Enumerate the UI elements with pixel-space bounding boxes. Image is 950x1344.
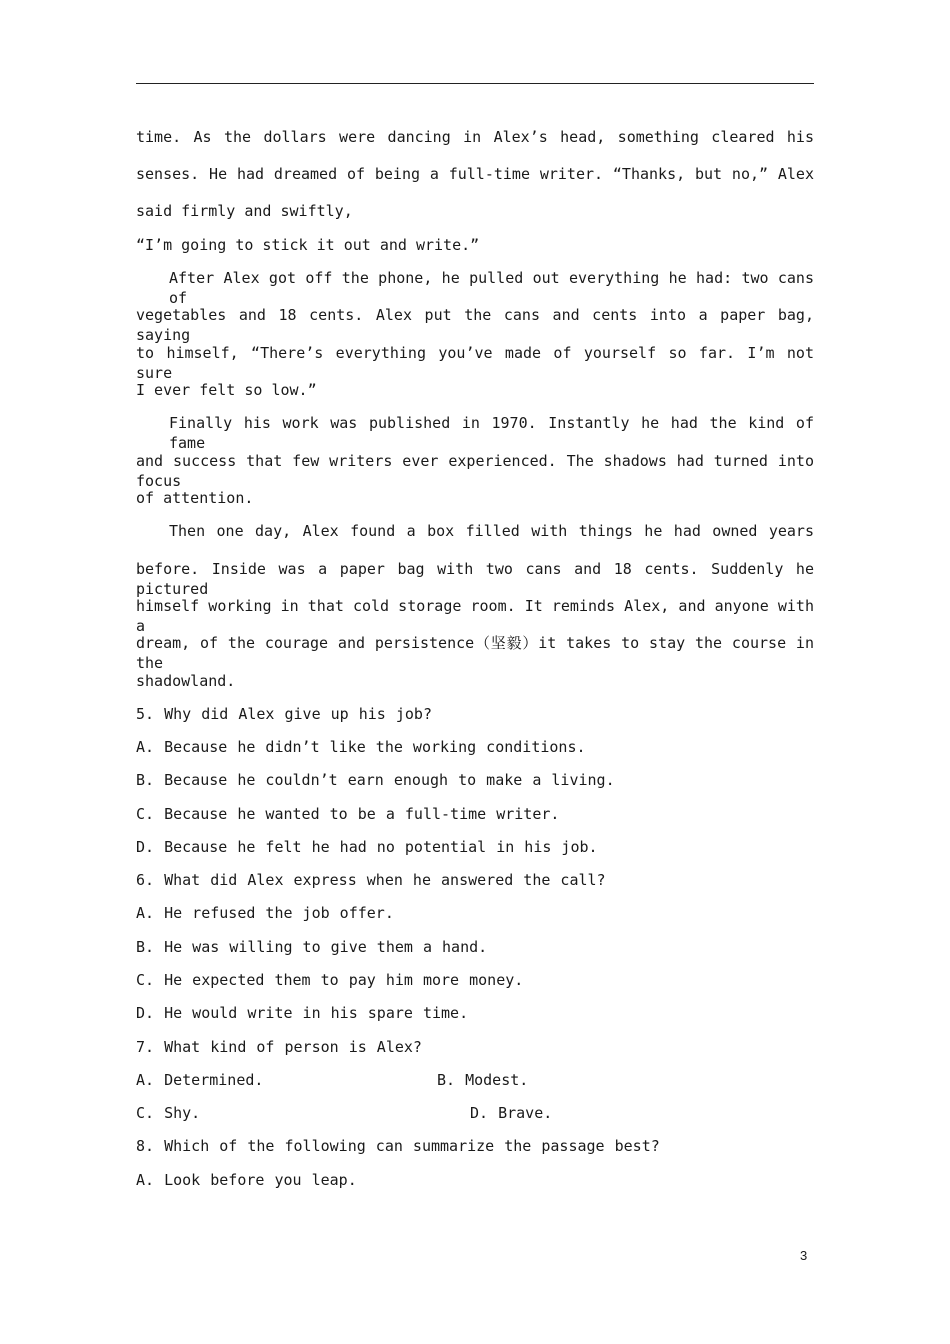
page-number: 3 [800,1248,808,1263]
passage-line: Then one day, Alex found a box filled with things he had owned years [169,522,814,540]
answer-option: C. Shy. [136,1104,201,1122]
passage-line: said firmly and swiftly, [136,202,353,220]
passage-line: to himself, “There’s everything you’ve made of yourself so far. I’m not sure [136,344,814,382]
passage-line: Finally his work was published in 1970. Instantly he had the kind of fame [169,414,814,452]
question-stem: 5. Why did Alex give up his job? [136,705,432,723]
answer-option: B. Modest. [437,1071,529,1089]
answer-option: B. He was willing to give them a hand. [136,938,488,956]
question-stem: 6. What did Alex express when he answered the call? [136,871,606,889]
passage-line: vegetables and 18 cents. Alex put the cans and cents into a paper bag, saying [136,306,814,344]
answer-option: A. He refused the job offer. [136,904,394,922]
passage-line: After Alex got off the phone, he pulled out everything he had: two cans of [169,269,814,307]
answer-option: A. Because he didn’t like the working conditions. [136,738,586,756]
passage-line: himself working in that cold storage room. It reminds Alex, and anyone with a [136,597,814,635]
passage-line: before. Inside was a paper bag with two cans and 18 cents. Suddenly he pictured [136,560,814,598]
answer-option: D. Brave. [470,1104,553,1122]
answer-option: D. He would write in his spare time. [136,1004,469,1022]
passage-line: “I’m going to stick it out and write.” [136,236,480,254]
passage-line: shadowland. [136,672,236,690]
answer-option: D. Because he felt he had no potential in his job. [136,838,598,856]
passage-line: dream, of the courage and persistence（坚毅）it takes to stay the course in the [136,634,814,672]
answer-option: A. Determined. [136,1071,264,1089]
passage-line: I ever felt so low.” [136,381,317,399]
question-stem: 7. What kind of person is Alex? [136,1038,422,1056]
passage-line: time. As the dollars were dancing in Alex’s head, something cleared his [136,128,814,146]
passage-line: and success that few writers ever experienced. The shadows had turned into focus [136,452,814,490]
answer-option: C. Because he wanted to be a full-time writer. [136,805,560,823]
answer-option: B. Because he couldn’t earn enough to make a living. [136,771,615,789]
passage-line: of attention. [136,489,254,507]
header-rule [136,83,814,84]
answer-option: C. He expected them to pay him more money. [136,971,524,989]
question-stem: 8. Which of the following can summarize the passage best? [136,1137,660,1155]
passage-line: senses. He had dreamed of being a full-time writer. “Thanks, but no,” Alex [136,165,814,183]
answer-option: A. Look before you leap. [136,1171,357,1189]
